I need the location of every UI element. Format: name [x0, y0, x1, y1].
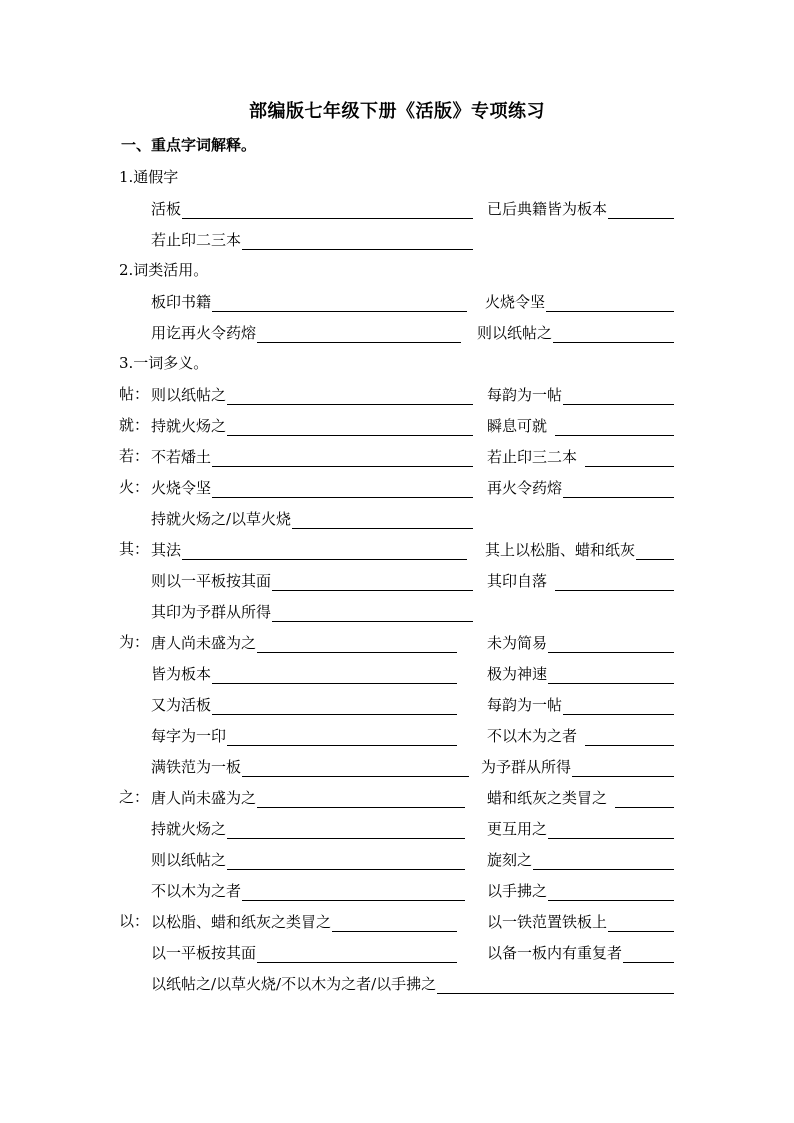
wei-item-5 [151, 693, 457, 715]
answer-blank[interactable] [242, 884, 465, 901]
item-label: 则以纸帖之 [151, 851, 227, 869]
wei-item-9 [151, 755, 469, 777]
answer-blank[interactable] [608, 915, 674, 932]
item-label: 旋刻之 [487, 851, 533, 869]
word-prefix-wei: 为： [119, 633, 150, 651]
ruo-item-1 [151, 445, 473, 467]
item-label: 持就火炀之 [151, 417, 227, 435]
item-label: 每韵为一帖 [487, 696, 563, 714]
yi-item-4 [487, 941, 674, 963]
answer-blank[interactable] [636, 543, 674, 560]
answer-blank[interactable] [615, 791, 674, 808]
huo-item-3 [151, 507, 473, 529]
item-label: 满铁范为一板 [151, 758, 242, 776]
item-label: 若止印二三本 [151, 231, 242, 249]
answer-blank[interactable] [585, 450, 674, 467]
answer-blank[interactable] [212, 450, 473, 467]
item-label: 持就火炀之 [151, 820, 227, 838]
qi-item-4 [487, 569, 674, 591]
answer-blank[interactable] [563, 388, 674, 405]
answer-blank[interactable] [548, 884, 674, 901]
answer-blank[interactable] [572, 760, 674, 777]
item-label: 以一铁范置铁板上 [487, 913, 608, 931]
answer-blank[interactable] [257, 791, 465, 808]
item-label: 其上以松脂、蜡和纸灰 [485, 541, 636, 559]
answer-blank[interactable] [257, 946, 457, 963]
zhi-item-5 [151, 848, 465, 870]
answer-blank[interactable] [242, 233, 473, 250]
zhi-item-4 [487, 817, 674, 839]
zhi-item-6 [487, 848, 674, 870]
answer-blank[interactable] [548, 636, 674, 653]
answer-blank[interactable] [227, 822, 465, 839]
qi-item-1 [151, 538, 467, 560]
yi-item-5 [151, 972, 674, 994]
q1-item-2 [487, 197, 674, 219]
answer-blank[interactable] [227, 729, 457, 746]
huo-item-2 [487, 476, 674, 498]
answer-blank[interactable] [257, 326, 461, 343]
answer-blank[interactable] [257, 636, 457, 653]
zhi-item-7 [151, 879, 465, 901]
section-heading: 一、重点字词解释。 [121, 136, 257, 154]
answer-blank[interactable] [182, 202, 473, 219]
item-label: 蜡和纸灰之类冒之 [487, 789, 608, 807]
item-label: 为予群从所得 [481, 758, 572, 776]
wei-item-2 [487, 631, 674, 653]
jiu-item-2 [487, 414, 674, 436]
item-label: 用讫再火令药熔 [151, 324, 257, 342]
qi-item-5 [151, 600, 473, 622]
item-label: 其印为予群从所得 [151, 603, 272, 621]
item-label: 则以一平板按其面 [151, 572, 272, 590]
answer-blank[interactable] [212, 295, 467, 312]
item-label: 火烧令坚 [485, 293, 546, 311]
answer-blank[interactable] [227, 388, 473, 405]
wei-item-7 [151, 724, 457, 746]
word-prefix-qi: 其： [119, 540, 150, 558]
zhi-item-1 [151, 786, 465, 808]
answer-blank[interactable] [563, 698, 674, 715]
answer-blank[interactable] [623, 946, 674, 963]
answer-blank[interactable] [272, 574, 473, 591]
item-label: 又为活板 [151, 696, 212, 714]
item-label: 以松脂、蜡和纸灰之类冒之 [151, 913, 332, 931]
answer-blank[interactable] [555, 574, 674, 591]
huo-item-1 [151, 476, 473, 498]
wei-item-8 [487, 724, 674, 746]
word-prefix-huo: 火： [119, 478, 150, 496]
wei-item-6 [487, 693, 674, 715]
item-label: 不以木为之者 [151, 882, 242, 900]
wei-item-4 [487, 662, 674, 684]
yi-item-2 [487, 910, 674, 932]
answer-blank[interactable] [227, 853, 465, 870]
qi-item-3 [151, 569, 473, 591]
answer-blank[interactable] [548, 667, 674, 684]
item-label: 极为神速 [487, 665, 548, 683]
word-prefix-jiu: 就： [119, 416, 150, 434]
q1-label: 1.通假字 [119, 168, 179, 186]
item-label: 则以纸帖之 [477, 324, 553, 342]
q2-item-1 [151, 290, 467, 312]
item-label: 其法 [151, 541, 182, 559]
item-label: 其印自落 [487, 572, 548, 590]
item-label: 活板 [151, 200, 182, 218]
wei-item-10 [481, 755, 674, 777]
item-label: 已后典籍皆为板本 [487, 200, 608, 218]
answer-blank[interactable] [608, 202, 674, 219]
wei-item-1 [151, 631, 457, 653]
item-label: 每字为一印 [151, 727, 227, 745]
page-title: 部编版七年级下册《活版》专项练习 [249, 101, 545, 122]
item-label: 以备一板内有重复者 [487, 944, 623, 962]
answer-blank[interactable] [548, 822, 674, 839]
answer-blank[interactable] [563, 481, 674, 498]
q1-item-3 [151, 228, 473, 250]
tie-item-1 [151, 383, 473, 405]
answer-blank[interactable] [227, 419, 473, 436]
item-label: 板印书籍 [151, 293, 212, 311]
zhi-item-2 [487, 786, 674, 808]
word-prefix-zhi: 之： [119, 788, 150, 806]
q3-label: 3.一词多义。 [119, 354, 209, 372]
answer-blank[interactable] [212, 698, 457, 715]
item-label: 唐人尚未盛为之 [151, 634, 257, 652]
answer-blank[interactable] [553, 326, 674, 343]
q1-item-1 [151, 197, 473, 219]
answer-blank[interactable] [212, 481, 473, 498]
item-label: 以纸帖之/以草火烧/不以木为之者/以手拂之 [151, 975, 437, 993]
item-label: 不若燔土 [151, 448, 212, 466]
answer-blank[interactable] [546, 295, 674, 312]
item-label: 再火令药熔 [487, 479, 563, 497]
item-label: 火烧令坚 [151, 479, 212, 497]
item-label: 不以木为之者 [487, 727, 578, 745]
wei-item-3 [151, 662, 457, 684]
q2-item-4 [477, 321, 674, 343]
answer-blank[interactable] [212, 667, 457, 684]
answer-blank[interactable] [533, 853, 674, 870]
answer-blank[interactable] [292, 512, 473, 529]
answer-blank[interactable] [332, 915, 457, 932]
q2-label: 2.词类活用。 [119, 261, 209, 279]
answer-blank[interactable] [555, 419, 674, 436]
zhi-item-3 [151, 817, 465, 839]
item-label: 若止印三二本 [487, 448, 578, 466]
qi-item-2 [485, 538, 674, 560]
item-label: 以手拂之 [487, 882, 548, 900]
ruo-item-2 [487, 445, 674, 467]
item-label: 每韵为一帖 [487, 386, 563, 404]
zhi-item-8 [487, 879, 674, 901]
word-prefix-ruo: 若： [119, 447, 150, 465]
item-label: 唐人尚未盛为之 [151, 789, 257, 807]
item-label: 未为简易 [487, 634, 548, 652]
answer-blank[interactable] [272, 605, 473, 622]
q2-item-3 [151, 321, 461, 343]
answer-blank[interactable] [585, 729, 674, 746]
yi-item-1 [151, 910, 457, 932]
jiu-item-1 [151, 414, 473, 436]
item-label: 瞬息可就 [487, 417, 548, 435]
word-prefix-yi: 以： [119, 912, 150, 930]
tie-item-2 [487, 383, 674, 405]
answer-blank[interactable] [182, 543, 467, 560]
yi-item-3 [151, 941, 457, 963]
item-label: 则以纸帖之 [151, 386, 227, 404]
q2-item-2 [485, 290, 674, 312]
word-prefix-tie: 帖： [119, 385, 150, 403]
answer-blank[interactable] [242, 760, 469, 777]
answer-blank[interactable] [437, 977, 674, 994]
item-label: 以一平板按其面 [151, 944, 257, 962]
item-label: 持就火炀之/以草火烧 [151, 510, 292, 528]
item-label: 皆为板本 [151, 665, 212, 683]
item-label: 更互用之 [487, 820, 548, 838]
